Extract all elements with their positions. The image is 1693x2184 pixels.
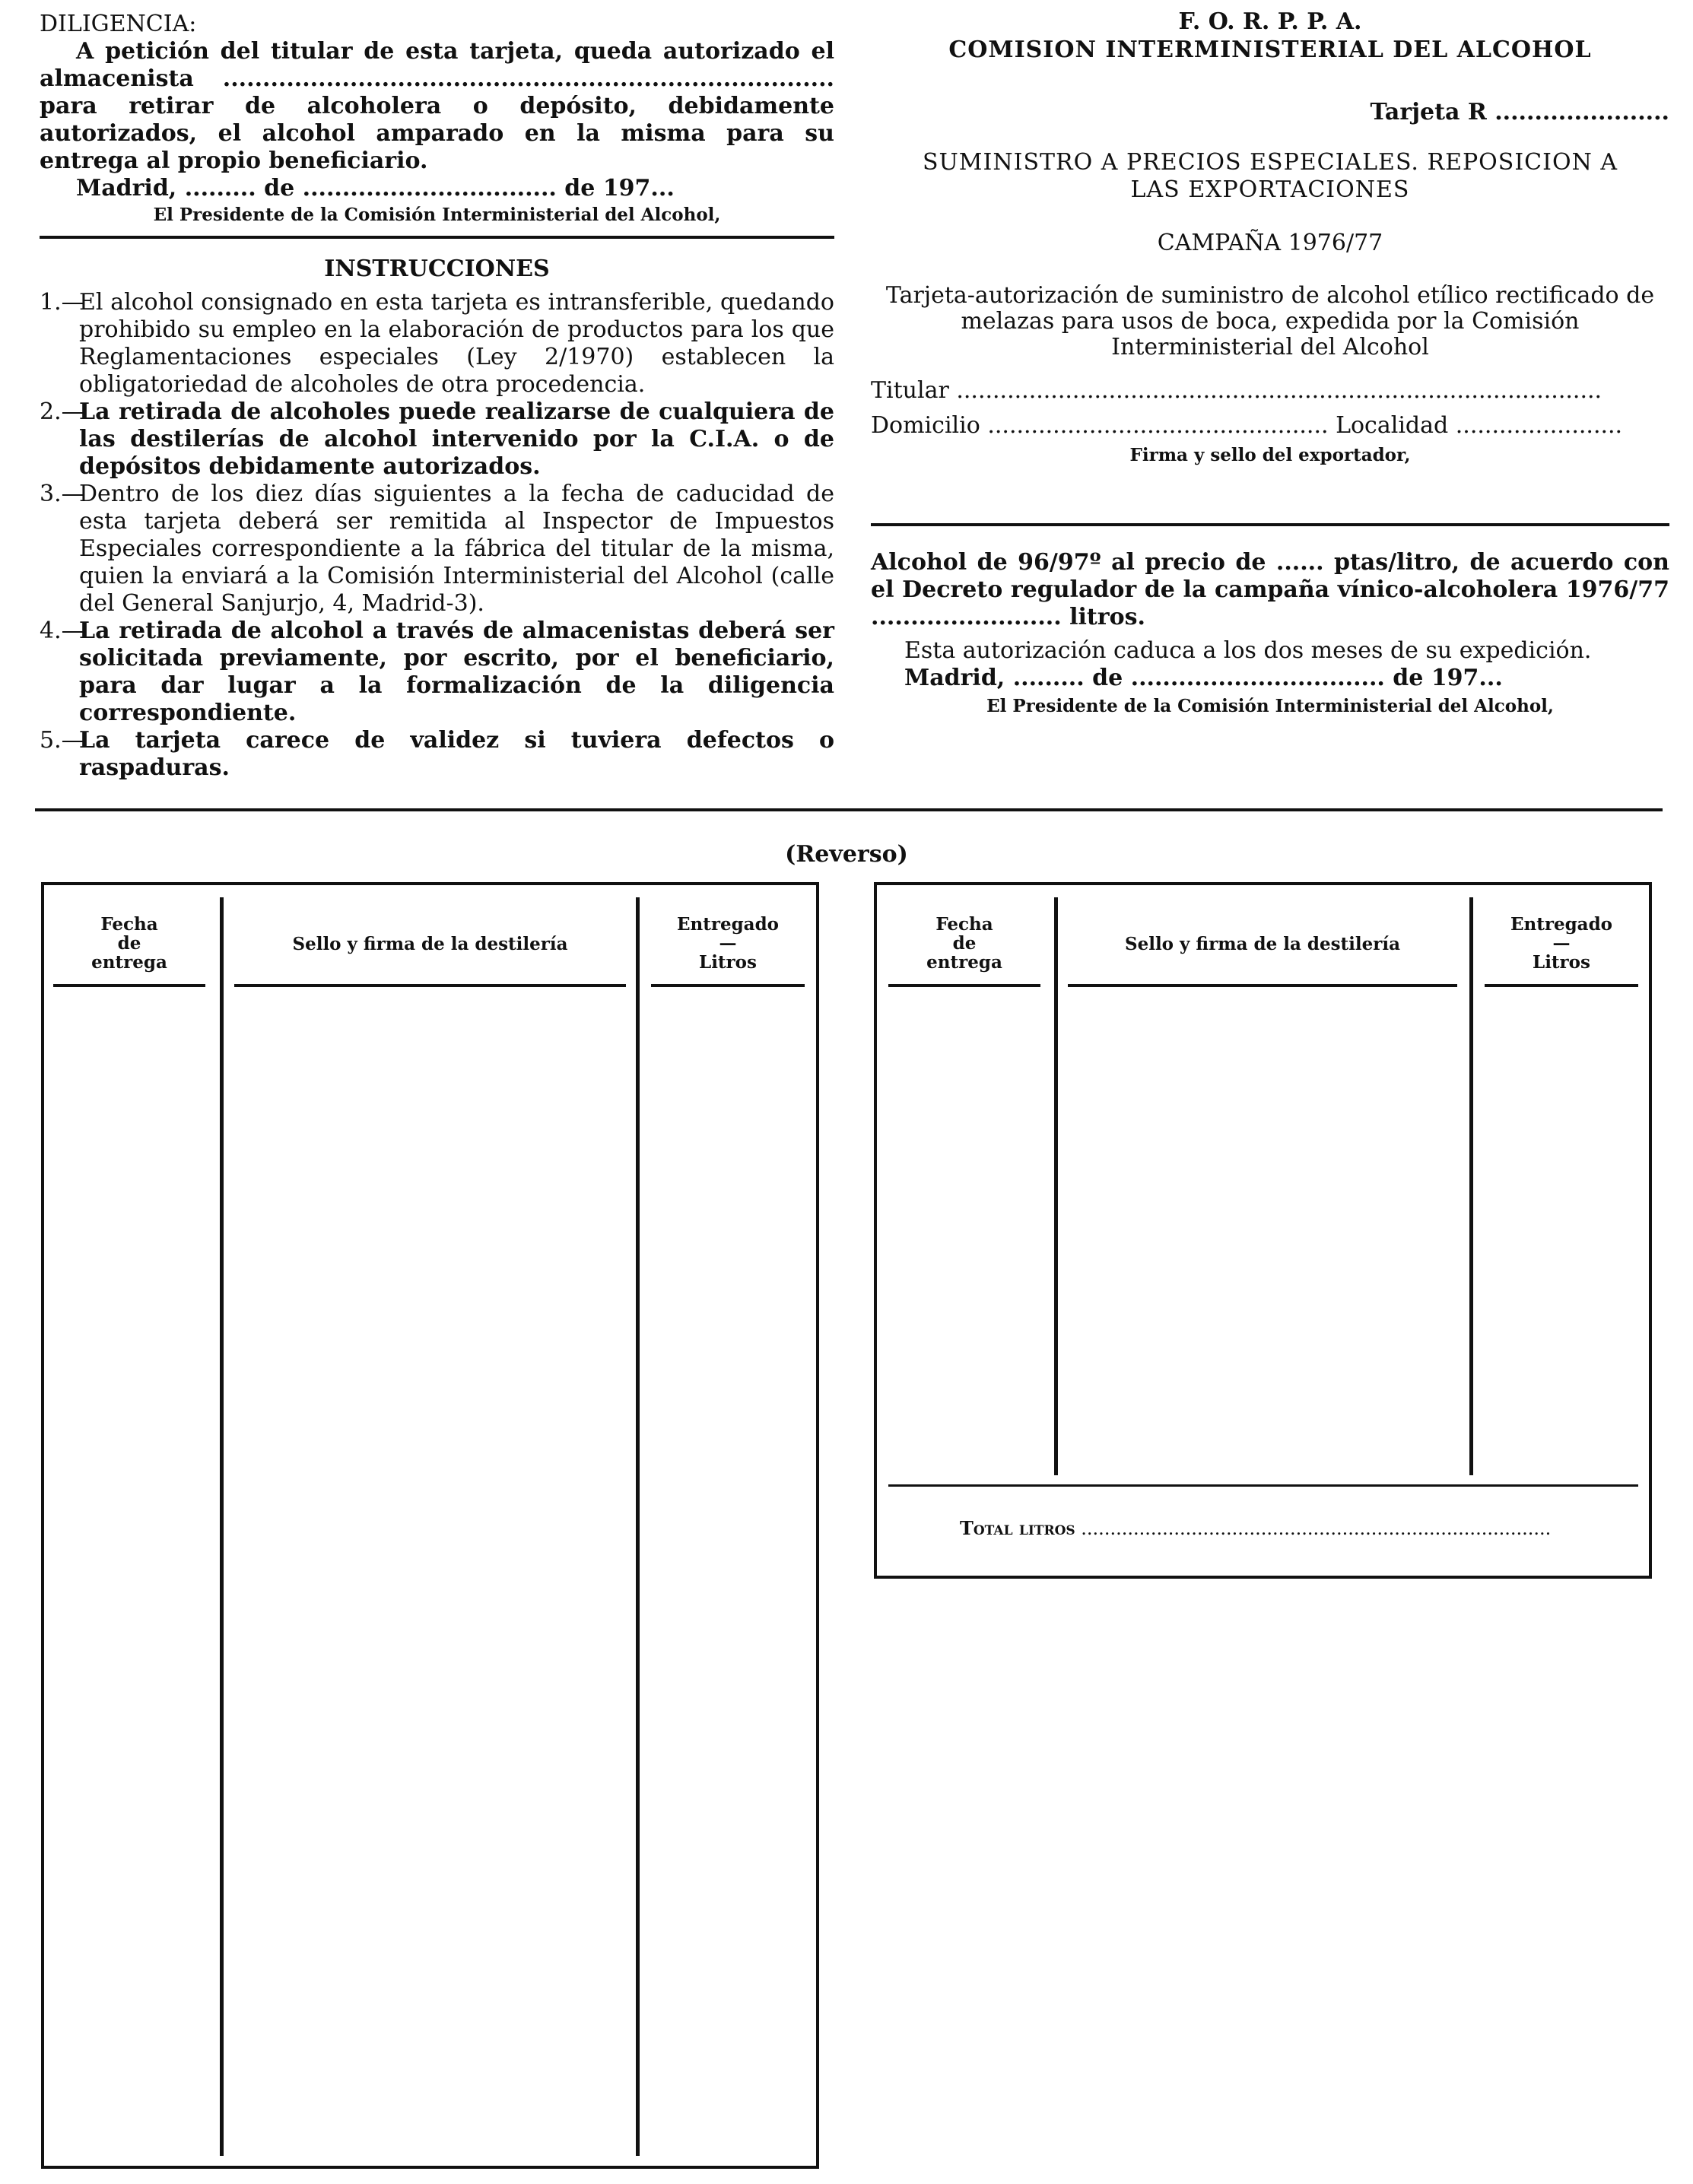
column-header-date: Fecha de entrega (926, 914, 1002, 973)
column-header-stamp: Sello y firma de la destilería (1124, 934, 1401, 954)
reverse-label: (Reverso) (785, 841, 908, 868)
right-signature: El Presidente de la Comisión Interministerial del Alcohol, (986, 696, 1554, 716)
total-liters-label: Total litros (960, 1517, 1075, 1539)
total-separator (888, 1484, 1638, 1487)
right-place-date: Madrid, ......... de ................................ de 197... (904, 665, 1503, 691)
header-underline (651, 984, 805, 987)
domicilio-field: Domicilio ............................................... Localidad ....................... (871, 412, 1623, 439)
column-header-date: Fecha de entrega (91, 914, 167, 973)
commission-name: COMISION INTERMINISTERIAL DEL ALCOHOL (948, 37, 1592, 63)
header-underline (234, 984, 626, 987)
instruction-item: 4.— La retirada de alcohol a través de almacenistas deberá ser solicitada previamente, por escrito, por el beneficiario, para dar lugar a la formalización de la diligencia correspondiente. (40, 617, 834, 726)
column-header-stamp: Sello y firma de la destilería (292, 934, 568, 954)
org-name: F. O. R. P. P. A. (1178, 8, 1362, 35)
section-separator (35, 808, 1663, 811)
header-underline (53, 984, 205, 987)
total-liters-row (960, 1517, 1637, 1540)
titular-field: Titular ......................................................................................... (871, 377, 1602, 404)
column-divider (636, 897, 640, 2156)
header-underline (1485, 984, 1638, 987)
column-header-liters: Entregado — Litros (676, 914, 780, 973)
column-divider (1054, 897, 1058, 1475)
total-liters-dots: ................................................................................. (1081, 1518, 1552, 1539)
instructions-title: INSTRUCCIONES (324, 256, 550, 282)
card-number: Tarjeta R ...................... (1370, 99, 1669, 125)
diligencia-heading: DILIGENCIA: (40, 11, 197, 37)
diligencia-text: A petición del titular de esta tarjeta, queda autorizado el almacenista ............................................................................. para retirar de alcoholera o depósito, debidamente autorizados, el alcohol amparado en la misma para su entrega al propio beneficiario. (40, 38, 834, 174)
divider (40, 236, 834, 239)
instruction-item: 1.— El alcohol consignado en esta tarjeta es intransferible, quedando prohibido su empleo en la elaboración de productos para los que Reglamentaciones especiales (Ley 2/1970) establecen la obligatoriedad de alcoholes de otra procedencia. (40, 289, 834, 398)
column-divider (220, 897, 224, 2156)
header-underline (1068, 984, 1457, 987)
card-description: Tarjeta-autorización de suministro de alcohol etílico rectificado de melazas para usos de boca, expedida por la Comisión Interministerial del Alcohol (885, 282, 1655, 360)
expiry-text: Esta autorización caduca a los dos meses de su expedición. (904, 637, 1592, 664)
instructions-list (40, 289, 834, 782)
front-right-column (871, 8, 1669, 718)
instruction-item: 3.— Dentro de los diez días siguientes a la fecha de caducidad de esta tarjeta deberá ser remitida al Inspector de Impuestos Especiales correspondiente a la fábrica del titular de la misma, quien la enviará a la Comisión Interministerial del Alcohol (calle del General Sanjurjo, 4, Madrid-3). (40, 481, 834, 617)
delivery-table-left (41, 882, 819, 2169)
column-header-liters: Entregado — Litros (1510, 914, 1613, 973)
column-divider (1469, 897, 1473, 1475)
exporter-signature: Firma y sello del exportador, (1129, 445, 1411, 465)
diligencia-signature: El Presidente de la Comisión Interministerial del Alcohol, (153, 205, 721, 225)
campaign: CAMPAÑA 1976/77 (1157, 230, 1383, 256)
instruction-item: 5.— La tarjeta carece de validez si tuviera defectos o raspaduras. (40, 727, 834, 781)
diligencia-place-date: Madrid, ......... de ................................ de 197... (76, 175, 675, 202)
divider (871, 523, 1669, 526)
front-left-column (40, 11, 834, 782)
instruction-item: 2.— La retirada de alcoholes puede realizarse de cualquiera de las destilerías de alcohol intervenido por la C.I.A. o de depósitos debidamente autorizados. (40, 398, 834, 480)
supply-title: SUMINISTRO A PRECIOS ESPECIALES. REPOSICION A LAS EXPORTACIONES (922, 149, 1618, 203)
alcohol-text: Alcohol de 96/97º al precio de ...... ptas/litro, de acuerdo con el Decreto regulador de la campaña vínico-alcoholera 1976/77 ........................ litros. (871, 549, 1669, 630)
header-underline (888, 984, 1040, 987)
